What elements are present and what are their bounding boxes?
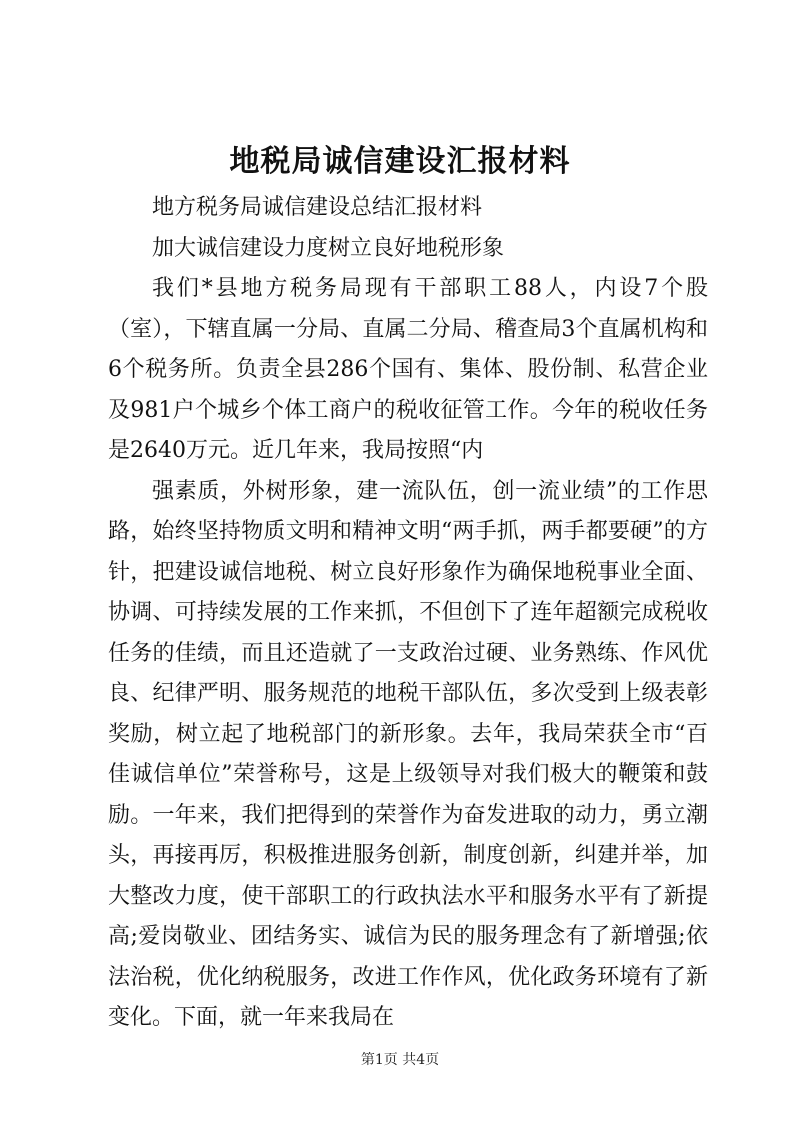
page-number-footer: 第1页 共4页: [360, 1052, 440, 1068]
page-title: 地税局诚信建设汇报材料: [229, 144, 571, 179]
subtitle-paragraph: 地方税务局诚信建设总结汇报材料: [152, 195, 483, 220]
body-paragraph-intro: 我们*县地方税务局现有干部职工88人，内设7个股（室），下辖直属一分局、直属二分局、稽查局3个直属机构和6个税务所。负责全县286个国有、集体、股份制、私营企业及981户个城乡个体工商户的税收征管工作。今年的税收任务是2640万元。近几年来，我局按照“内: [108, 276, 708, 463]
body-paragraph-main: 强素质，外树形象，建一流队伍，创一流业绩”的工作思路，始终坚持物质文明和精神文明“两手抓，两手都要硬”的方针，把建设诚信地税、树立良好形象作为确保地税事业全面、协调、可持续发展的工作来抓，不但创下了连年超额完成税收任务的佳绩，而且还造就了一支政治过硬、业务熟练、作风优良、纪律严明、服务规范的地税干部队伍，多次受到上级表彰奖励，树立起了地税部门的新形象。去年，我局荣获全市“百佳诚信单位”荣誉称号，这是上级领导对我们极大的鞭策和鼓励。一年来，我们把得到的荣誉作为奋发进取的动力，勇立潮头，再接再厉，积极推进服务创新，制度创新，纠建并举，加大整改力度，使干部职工的行政执法水平和服务水平有了新提高;爱岗敬业、团结务实、诚信为民的服务理念有了新增强;依法治税，优化纳税服务，改进工作作风，优化政务环境有了新变化。下面，就一年来我局在: [108, 478, 708, 1030]
document-body: [108, 188, 708, 1039]
slogan-paragraph: 加大诚信建设力度树立良好地税形象: [152, 235, 505, 261]
